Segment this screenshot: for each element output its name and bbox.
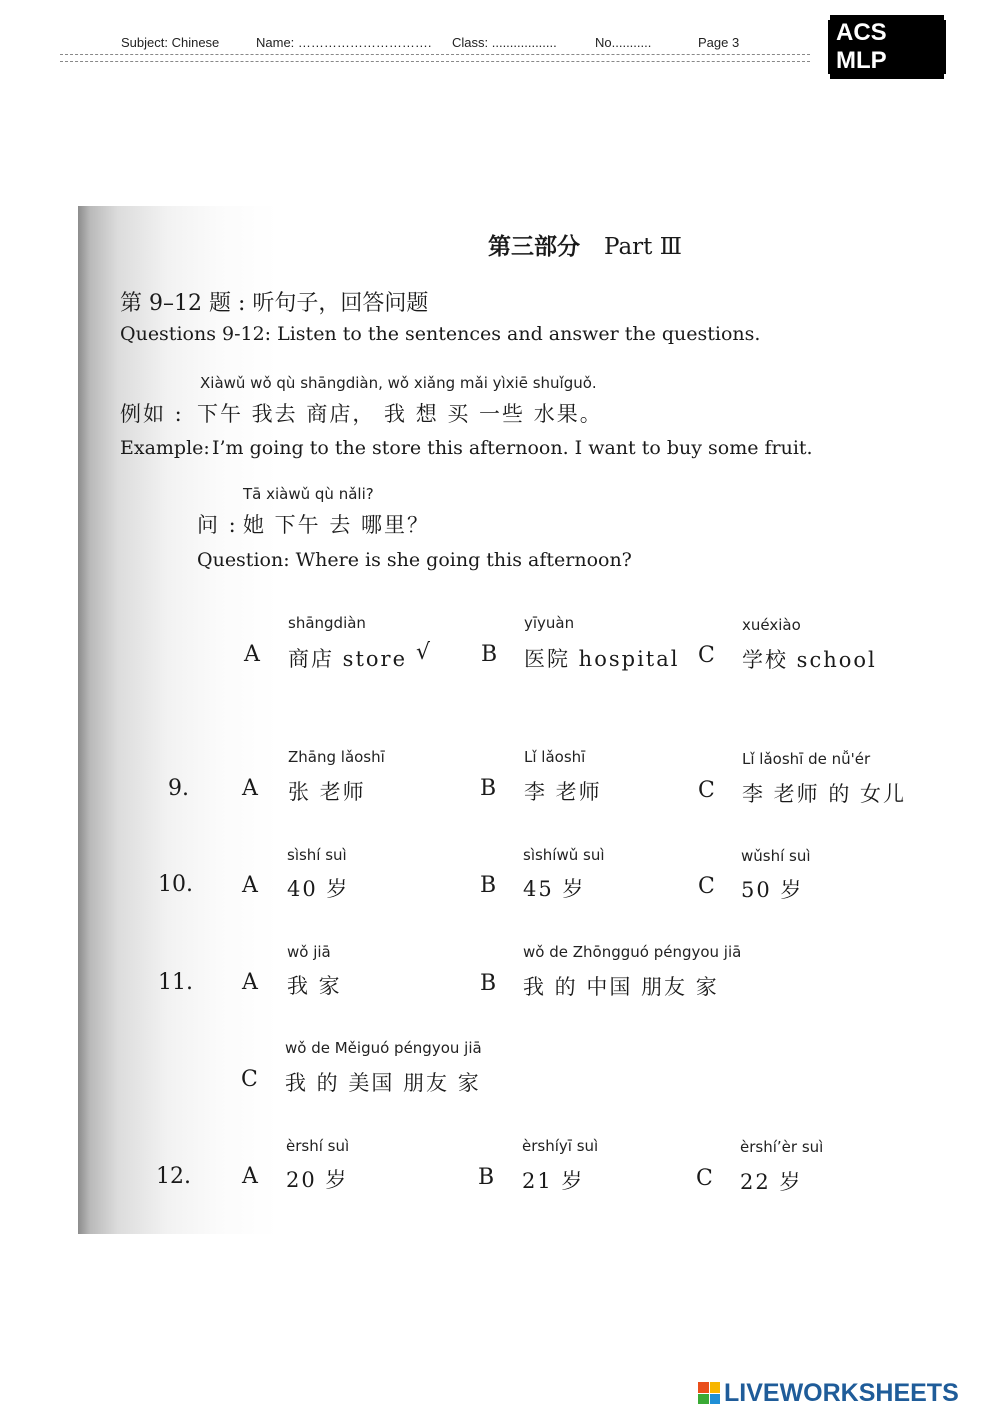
- instruction-cn: 第 9–12 题 : 听句子，回答问题: [120, 291, 429, 316]
- q11-option-c-text: 我 的 美国 朋友 家: [285, 1071, 481, 1095]
- instruction-en: Questions 9-12: Listen to the sentences and answer the questions.: [120, 323, 761, 345]
- q12-option-a-pinyin: èrshí suì: [286, 1137, 350, 1155]
- question-9-number: 9.: [168, 776, 189, 801]
- example-option-b-pinyin: yīyuàn: [524, 614, 575, 632]
- q10-option-a-text: 40 岁: [287, 877, 350, 901]
- example-option-b-text: 医院 hospital: [524, 647, 680, 671]
- example-question-pinyin: Tā xiàwǔ qù nǎli?: [243, 485, 374, 503]
- section-title-en: Part Ⅲ: [604, 234, 682, 260]
- question-10-number: 10.: [158, 872, 193, 897]
- q12-option-b-letter[interactable]: B: [478, 1165, 495, 1190]
- example-label-en: Example:: [120, 437, 210, 459]
- q9-option-a-text: 张 老师: [288, 780, 366, 804]
- header-divider: [60, 54, 810, 62]
- q10-option-c-letter[interactable]: C: [698, 874, 715, 899]
- q9-option-b-pinyin: Lǐ lǎoshī: [524, 748, 586, 766]
- q10-option-a-pinyin: sìshí suì: [287, 846, 347, 864]
- q10-option-b-pinyin: sìshíwǔ suì: [523, 846, 605, 864]
- q10-option-b-letter[interactable]: B: [480, 873, 497, 898]
- q12-option-c-letter[interactable]: C: [696, 1166, 713, 1191]
- example-option-a-pinyin: shāngdiàn: [288, 614, 366, 632]
- example-question-en: Question: Where is she going this afternoon?: [197, 549, 632, 571]
- example-option-c-letter: C: [698, 643, 715, 668]
- q11-option-a-letter[interactable]: A: [242, 970, 258, 995]
- q11-option-c-pinyin: wǒ de Měiguó péngyou jiā: [285, 1039, 482, 1057]
- number-field[interactable]: No...........: [595, 35, 652, 50]
- class-field[interactable]: Class: ..................: [452, 35, 557, 50]
- q10-option-c-pinyin: wǔshí suì: [741, 847, 811, 865]
- q11-option-b-letter[interactable]: B: [480, 971, 497, 996]
- q11-option-b-pinyin: wǒ de Zhōngguó péngyou jiā: [523, 943, 742, 961]
- example-option-b-letter: B: [481, 642, 498, 667]
- checkmark-icon: √: [416, 640, 431, 665]
- q9-option-c-letter[interactable]: C: [698, 778, 715, 803]
- example-label-cn: 例如 :: [120, 402, 184, 426]
- q12-option-b-text: 21 岁: [522, 1169, 585, 1193]
- q9-option-a-letter[interactable]: A: [242, 776, 258, 801]
- example-question-cn: 她 下午 去 哪里？: [243, 513, 431, 537]
- section-title-cn: 第三部分: [488, 233, 580, 260]
- q12-option-b-pinyin: èrshíyī suì: [522, 1137, 599, 1155]
- example-option-a-text: 商店 store: [288, 647, 408, 671]
- q9-option-c-text: 李 老师 的 女儿: [742, 782, 907, 806]
- q9-option-b-letter[interactable]: B: [480, 776, 497, 801]
- example-option-c-pinyin: xuéxiào: [742, 616, 801, 634]
- q9-option-c-pinyin: Lǐ lǎoshī de nǚ'ér: [742, 750, 871, 768]
- q11-option-a-text: 我 家: [287, 974, 342, 998]
- q12-option-a-letter[interactable]: A: [242, 1164, 258, 1189]
- q9-option-b-text: 李 老师: [524, 780, 602, 804]
- q10-option-c-text: 50 岁: [741, 878, 804, 902]
- q12-option-a-text: 20 岁: [286, 1168, 349, 1192]
- example-sentence-en: I’m going to the store this afternoon. I want to buy some fruit.: [212, 437, 813, 459]
- example-sentence-cn: 下午 我去 商店， 我 想 买 一些 水果。: [197, 402, 603, 426]
- school-logo: [828, 20, 946, 74]
- q11-option-a-pinyin: wǒ jiā: [287, 943, 331, 961]
- q11-option-c-letter[interactable]: C: [241, 1067, 258, 1092]
- example-question-label: 问 :: [197, 513, 238, 537]
- name-field[interactable]: Name: ………………………….: [256, 35, 432, 50]
- liveworksheets-logo: [698, 1376, 959, 1410]
- q10-option-b-text: 45 岁: [523, 877, 586, 901]
- liveworksheets-icon: [698, 1382, 720, 1404]
- school-logo-text: ACS MLP: [830, 15, 944, 79]
- question-12-number: 12.: [156, 1164, 191, 1189]
- example-option-c-text: 学校 school: [742, 648, 877, 672]
- liveworksheets-brand: LIVEWORKSHEETS: [724, 1378, 959, 1407]
- q12-option-c-pinyin: èrshí’èr suì: [740, 1138, 824, 1156]
- question-11-number: 11.: [158, 970, 193, 995]
- example-pinyin: Xiàwǔ wǒ qù shāngdiàn, wǒ xiǎng mǎi yìxiē shuǐguǒ.: [200, 374, 597, 392]
- q12-option-c-text: 22 岁: [740, 1170, 803, 1194]
- q11-option-b-text: 我 的 中国 朋友 家: [523, 975, 719, 999]
- q9-option-a-pinyin: Zhāng lǎoshī: [288, 748, 385, 766]
- q10-option-a-letter[interactable]: A: [242, 873, 258, 898]
- subject-label: Subject: Chinese: [121, 35, 220, 50]
- section-title: [488, 228, 682, 261]
- scanned-page: [78, 206, 938, 1234]
- page-number: Page 3: [698, 35, 740, 50]
- example-option-a-letter: A: [244, 642, 260, 667]
